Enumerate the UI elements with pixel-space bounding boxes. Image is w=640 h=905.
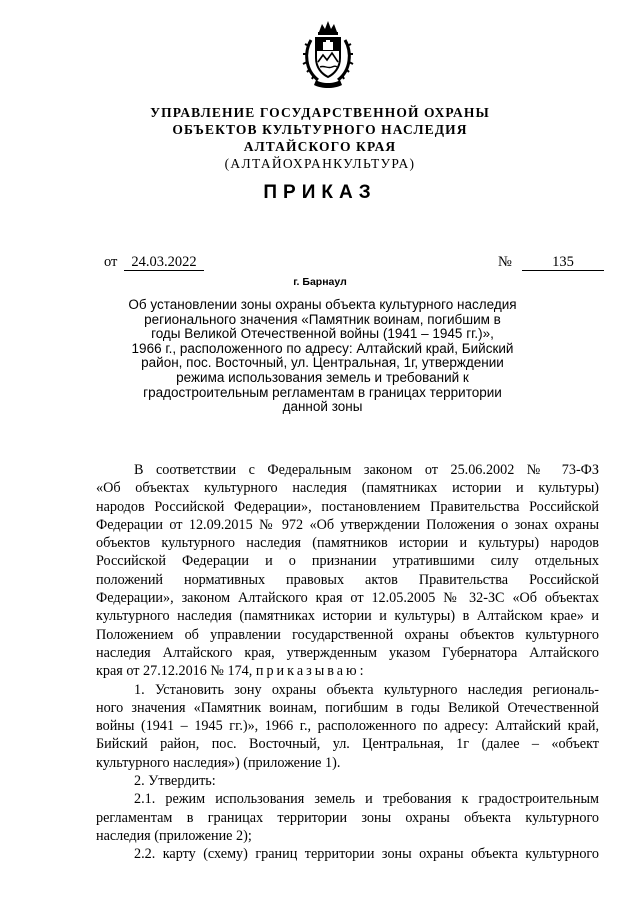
body-line: Положением об управлении государственной охраны объектов культурного [96,626,599,643]
subject-line: 1966 г., расположенного по адресу: Алтайский край, Бийский [131,340,514,356]
body-line: 2.1. режим использования земель и требования к градостроительным [134,791,599,808]
subject-line: годы Великой Отечественной войны (1941 – 1945 гг.)», [151,326,494,342]
body-line: «Об объектах культурного наследия (памятниках истории и культуры) [96,480,599,497]
body-line: 2.2. карту (схему) границ территории зоны охраны объекта культурного [134,846,599,863]
altai-krai-coat-of-arms-icon [302,18,354,92]
body-line: Бийский район, пос. Восточный, ул. Центральная, 1г (далее – «объект [96,736,599,753]
document-body [96,461,599,864]
body-line: наследия (приложение 2); [96,827,252,844]
subject-line: данной зоны [282,399,363,415]
body-line: Федерации», законом Алтайского края от 12.05.2005 № 32-ЗС «Об объектах [96,590,599,607]
body-line: 2. Утвердить: [134,773,216,790]
body-line: войны (1941 – 1945 гг.)», 1966 г., расположенного по адресу: Алтайский край, [96,718,599,735]
document-title: ПРИКАЗ [263,182,377,203]
body-line-text: края от 27.12.2016 № 174, [96,663,253,680]
org-abbreviation: (АЛТАЙОХРАНКУЛЬТУРА) [224,156,416,171]
document-number: 135 [522,252,604,271]
body-line: ного значения «Памятник воинам, погибшим в годы Великой Отечественной [96,699,599,716]
org-line-3: АЛТАЙСКОГО КРАЯ [243,139,397,154]
body-line [96,662,599,680]
subject-line: регионального значения «Памятник воинам, погибшим в [144,311,501,327]
subject-line: режима использования земель и требований к [176,369,469,385]
organization-name [0,104,640,172]
subject-line: Об установлении зоны охраны объекта культурного наследия [128,297,517,312]
order-keyword: приказываю: [255,663,367,680]
number-sign: № [498,254,512,270]
body-line: Федерации от 12.09.2015 № 972 «Об утверждении Положения о зонах охраны [96,516,599,533]
body-line: народов Российской Федерации», постановлением Правительства Российской [96,498,599,515]
body-line: регламентам в границах территории зоны охраны объекта культурного [96,809,599,826]
org-line-1: УПРАВЛЕНИЕ ГОСУДАРСТВЕННОЙ ОХРАНЫ [150,105,490,120]
city-name: г. Барнаул [293,276,347,288]
body-line: 1. Установить зону охраны объекта культурного наследия региональ- [134,681,599,698]
body-line: Российской Федерации и о признании утратившими силу отдельных [96,553,599,570]
body-line: В соответствии с Федеральным законом от 25.06.2002 № 73-ФЗ [134,462,599,478]
org-line-2: ОБЪЕКТОВ КУЛЬТУРНОГО НАСЛЕДИЯ [172,122,468,137]
subject-line: район, пос. Восточный, ул. Центральная, 1г, утверждении [141,355,504,371]
document-date: 24.03.2022 [124,252,204,271]
body-line: наследия Алтайского края, утвержденным указом Губернатора Алтайского [96,644,599,661]
body-line: положений нормативных правовых актов Правительства Российской [96,571,599,588]
body-line: культурного наследия (памятниках истории и культуры) в Алтайском крае» и [96,608,599,625]
date-prefix: от [104,254,118,270]
body-line: объектов культурного наследия (памятников истории и культуры) народов [96,535,599,552]
subject-line: градостроительным регламентам в границах территории [143,384,502,400]
document-subject [120,298,525,415]
body-line: культурного наследия») (приложение 1). [96,754,341,771]
